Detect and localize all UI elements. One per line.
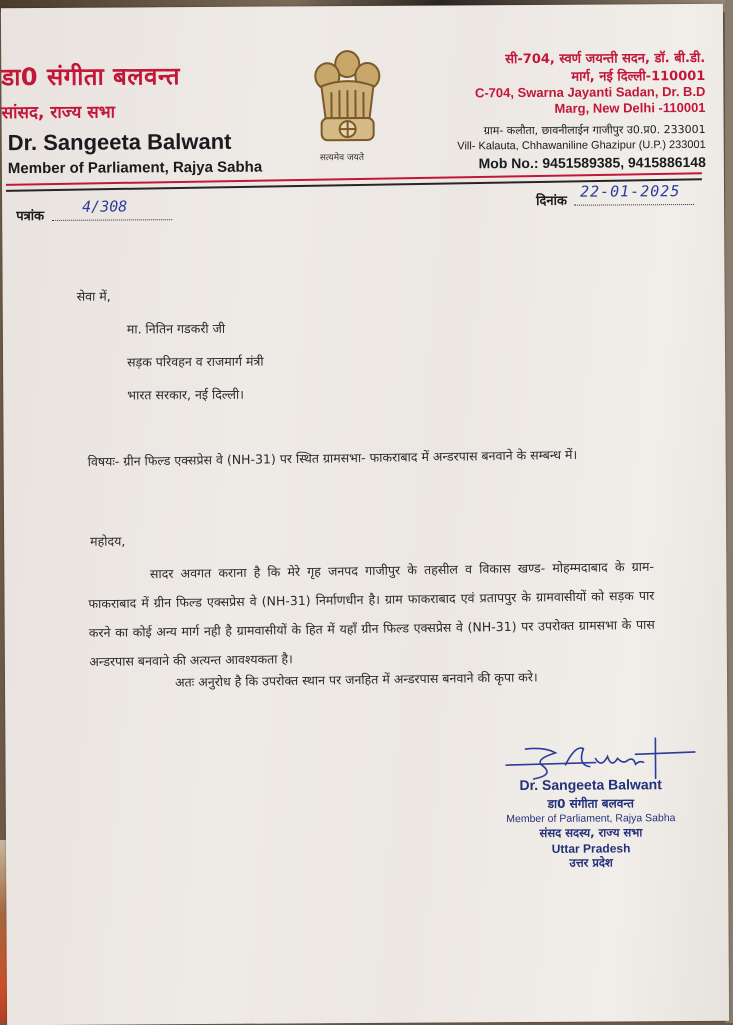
greeting: महोदय, [90,533,126,549]
letterhead-role-hindi: सांसद, राज्य सभा [1,102,116,124]
address-hindi-line1: सी-704, स्वर्ण जयन्ती सदन, डॉ. बी.डी. [505,50,706,68]
signatory-state-hindi: उत्तर प्रदेश [569,855,613,870]
address-english-line2: Marg, New Delhi -110001 [554,99,706,116]
recipient-line: सड़क परिवहन व राजमार्ग मंत्री [127,353,264,370]
village-address-english: Vill- Kalauta, Chhawaniline Ghazipur (U.P.) 233001 [457,138,706,153]
paragraph-indent [88,578,150,579]
signatory-state-english: Uttar Pradesh [551,841,631,856]
signatory-role-english: Member of Parliament, Rajya Sabha [506,812,676,826]
signatory-name-hindi: डा0 संगीता बलवन्त [547,796,634,811]
letterhead-name-hindi: डा0 संगीता बलवन्त [1,62,181,92]
letterhead-role-english: Member of Parliament, Rajya Sabha [7,158,263,178]
date-value: 22-01-2025 [579,182,681,201]
request-line: अतः अनुरोध है कि उपरोक्त स्थान पर जनहित में अन्डरपास बनवाने की कृपा करे। [174,669,538,690]
signatory-role-hindi: संसद सदस्य, राज्य सभा [539,825,643,840]
address-english-line1: C-704, Swarna Jayanti Sadan, Dr. B.D [474,83,706,101]
recipient-line: भारत सरकार, नई दिल्ली। [127,386,245,403]
recipient-salutation: सेवा में, [76,288,111,304]
mobile-numbers: Mob No.: 9451589385, 9415886148 [478,153,706,172]
signatory-name-english: Dr. Sangeeta Balwant [519,776,662,794]
address-hindi-line2: मार्ग, नई दिल्ली-110001 [571,68,706,85]
signature-block [496,776,687,871]
letterhead-name-english: Dr. Sangeeta Balwant [7,128,232,156]
body-text: सादर अवगत कराना है कि मेरे गृह जनपद गाजीपुर के तहसील व विकास खण्ड- मोहम्मदाबाद के ग्राम- फाकराबाद में ग्रीन फिल्ड एक्सप्रेस वे (NH-31) निर्माणधीन है। ग्राम फाकराबाद एवं प्रतापपुर के ग्रामवासीयों को सड़क पार करने का कोई अन्य मार्ग नही है ग्रामवासीयों के हित में यहाँ ग्रीन फिल्ड एक्सप्रेस वे (NH-31) पर उपरोक्त ग्रामसभा के पास अन्डरपास बनवाने की अत्यन्त आवश्यकता है। [88,558,655,670]
reference-number: 4/308 [82,197,128,216]
recipient-line: मा. नितिन गडकरी जी [126,320,226,337]
subject-line: विषयः- ग्रीन फिल्ड एक्सप्रेस वे (NH-31) पर स्थित ग्रामसभा- फाकराबाद में अन्डरपास बनवाने के सम्बन्ध में। [87,446,578,470]
village-address-hindi: ग्राम- कलौता, छावनीलाईन गाजीपुर उ0.प्र0. 233001 [483,122,706,138]
ashoka-emblem-icon [307,46,388,146]
date-label: दिनांक [536,193,567,209]
body-paragraph [88,552,656,676]
letter-page [1,4,729,1025]
motto-text: सत्यमेव जयते [319,152,365,164]
reference-label: पत्रांक [16,208,45,225]
